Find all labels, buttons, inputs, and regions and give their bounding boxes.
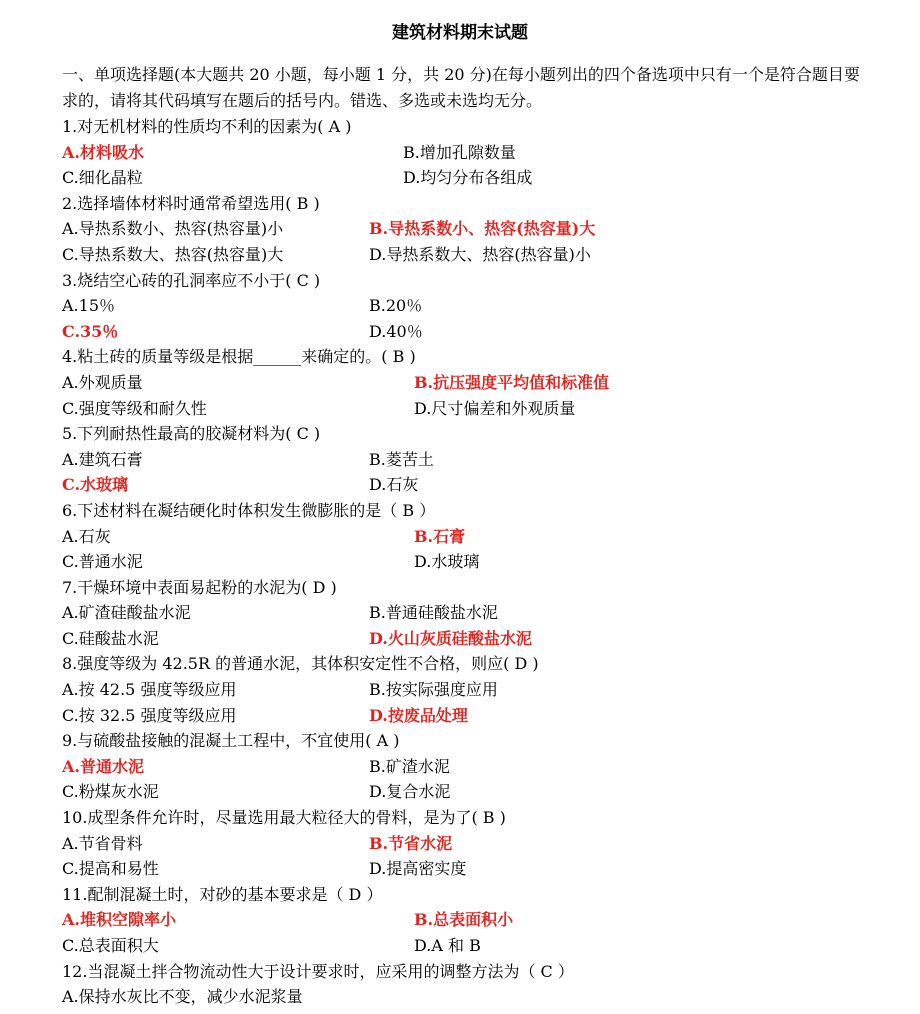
option-row (62, 907, 882, 933)
option-row (62, 319, 882, 345)
question-stem: 9.与硫酸盐接触的混凝土工程中，不宜使用( A ) (62, 731, 400, 751)
option-row (62, 472, 882, 498)
answer-option-correct: B.总表面积小 (414, 910, 514, 930)
answer-option: D.石灰 (369, 475, 419, 495)
document-title: 建筑材料期末试题 (392, 23, 528, 43)
answer-option-correct: A.材料吸水 (62, 142, 144, 162)
answer-option-correct: B.节省水泥 (369, 833, 453, 853)
answer-option: C.导热系数大、热容(热容量)大 (62, 244, 284, 264)
answer-option: B.菱苦土 (369, 449, 434, 469)
option-row (62, 933, 882, 959)
option-row (62, 856, 882, 882)
answer-option: C.硅酸盐水泥 (62, 628, 159, 648)
answer-option: D.尺寸偏差和外观质量 (414, 398, 576, 418)
question-stem: 4.粘土砖的质量等级是根据______来确定的。( B ) (62, 347, 416, 367)
answer-option: C.普通水泥 (62, 552, 143, 572)
option-row (62, 779, 882, 805)
answer-option-correct: A.普通水泥 (62, 756, 144, 776)
question-stem: 1.对无机材料的性质均不利的因素为( A ) (62, 117, 352, 136)
option-row (62, 600, 882, 626)
answer-option: A.导热系数小、热容(热容量)小 (62, 219, 284, 239)
answer-option-correct: A.堆积空隙率小 (62, 910, 176, 930)
answer-option-correct: B.导热系数小、热容(热容量)大 (369, 219, 596, 239)
section-intro: 一、单项选择题(本大题共 20 小题，每小题 1 分，共 20 分)在每小题列出的四个备选项中只有一个是符合题目要求的，请将其代码填写在题后的括号内。错选、多选或未选均无分。 (62, 65, 860, 110)
option-row (62, 524, 882, 550)
answer-option-correct: D.火山灰质硅酸盐水泥 (369, 628, 532, 648)
question-stem: 3.烧结空心砖的孔洞率应不小于( C ) (62, 270, 321, 290)
answer-option: C.按 32.5 强度等级应用 (62, 705, 237, 725)
option-row (62, 984, 882, 1010)
question-stem: 7.干燥环境中表面易起粉的水泥为( D ) (62, 577, 337, 597)
answer-option: B.增加孔隙数量 (403, 142, 516, 162)
answer-option: A.建筑石膏 (62, 449, 143, 469)
option-row (62, 140, 882, 166)
answer-option: D.A 和 B (414, 936, 481, 955)
answer-option: C.总表面积大 (62, 936, 159, 955)
answer-option: B.20％ (369, 296, 423, 316)
answer-option: D.导热系数大、热容(热容量)小 (369, 244, 591, 264)
answer-option: A.矿渣硅酸盐水泥 (62, 603, 191, 623)
answer-option: A.外观质量 (62, 372, 143, 392)
answer-option-correct: B.石膏 (414, 526, 466, 546)
option-row (62, 165, 882, 191)
option-row (62, 216, 882, 242)
answer-option: D.复合水泥 (369, 782, 451, 802)
answer-option-correct: D.按废品处理 (369, 705, 468, 725)
answer-option: B.矿渣水泥 (369, 756, 450, 776)
option-row (62, 396, 882, 422)
option-row (62, 677, 882, 703)
option-row (62, 370, 882, 396)
option-row (62, 831, 882, 857)
answer-option: C.提高和易性 (62, 859, 159, 879)
answer-option: B.普通硅酸盐水泥 (369, 603, 498, 623)
answer-option: D.40％ (369, 321, 423, 341)
question-list (62, 114, 882, 1010)
option-row (62, 754, 882, 780)
question-stem: 2.选择墙体材料时通常希望选用( B ) (62, 193, 320, 213)
question-stem: 8.强度等级为 42.5R 的普通水泥，其体积安定性不合格，则应( D ) (62, 654, 539, 674)
answer-option: A.节省骨料 (62, 833, 143, 853)
answer-option: D.水玻璃 (414, 552, 480, 572)
answer-option: D.均匀分布各组成 (403, 168, 533, 188)
answer-option: A.15％ (62, 296, 116, 316)
answer-option: C.粉煤灰水泥 (62, 782, 159, 802)
answer-option: A.石灰 (62, 526, 111, 546)
question-stem: 6.下述材料在凝结硬化时体积发生微膨胀的是（ B ） (62, 500, 436, 520)
answer-option: B.按实际强度应用 (369, 680, 498, 700)
question-stem: 12.当混凝土拌合物流动性大于设计要求时，应采用的调整方法为（ C ） (62, 961, 574, 981)
question-stem: 5.下列耐热性最高的胶凝材料为( C ) (62, 424, 321, 444)
option-row (62, 242, 882, 268)
answer-option: C.细化晶粒 (62, 168, 143, 188)
option-row (62, 293, 882, 319)
answer-option: A.保持水灰比不变，减少水泥浆量 (62, 987, 303, 1007)
question-stem: 11.配制混凝土时，对砂的基本要求是（ D ） (62, 884, 383, 904)
answer-option-correct: C.水玻璃 (62, 475, 129, 495)
answer-option-correct: C.35％ (62, 321, 119, 341)
answer-option: C.强度等级和耐久性 (62, 398, 207, 418)
question-stem: 10.成型条件允许时，尽量选用最大粒径大的骨料，是为了( B ) (62, 808, 506, 828)
option-row (62, 549, 882, 575)
answer-option: D.提高密实度 (369, 859, 467, 879)
option-row (62, 703, 882, 729)
answer-option: A.按 42.5 强度等级应用 (62, 680, 237, 700)
answer-option-correct: B.抗压强度平均值和标准值 (414, 372, 610, 392)
option-row (62, 447, 882, 473)
option-row (62, 626, 882, 652)
